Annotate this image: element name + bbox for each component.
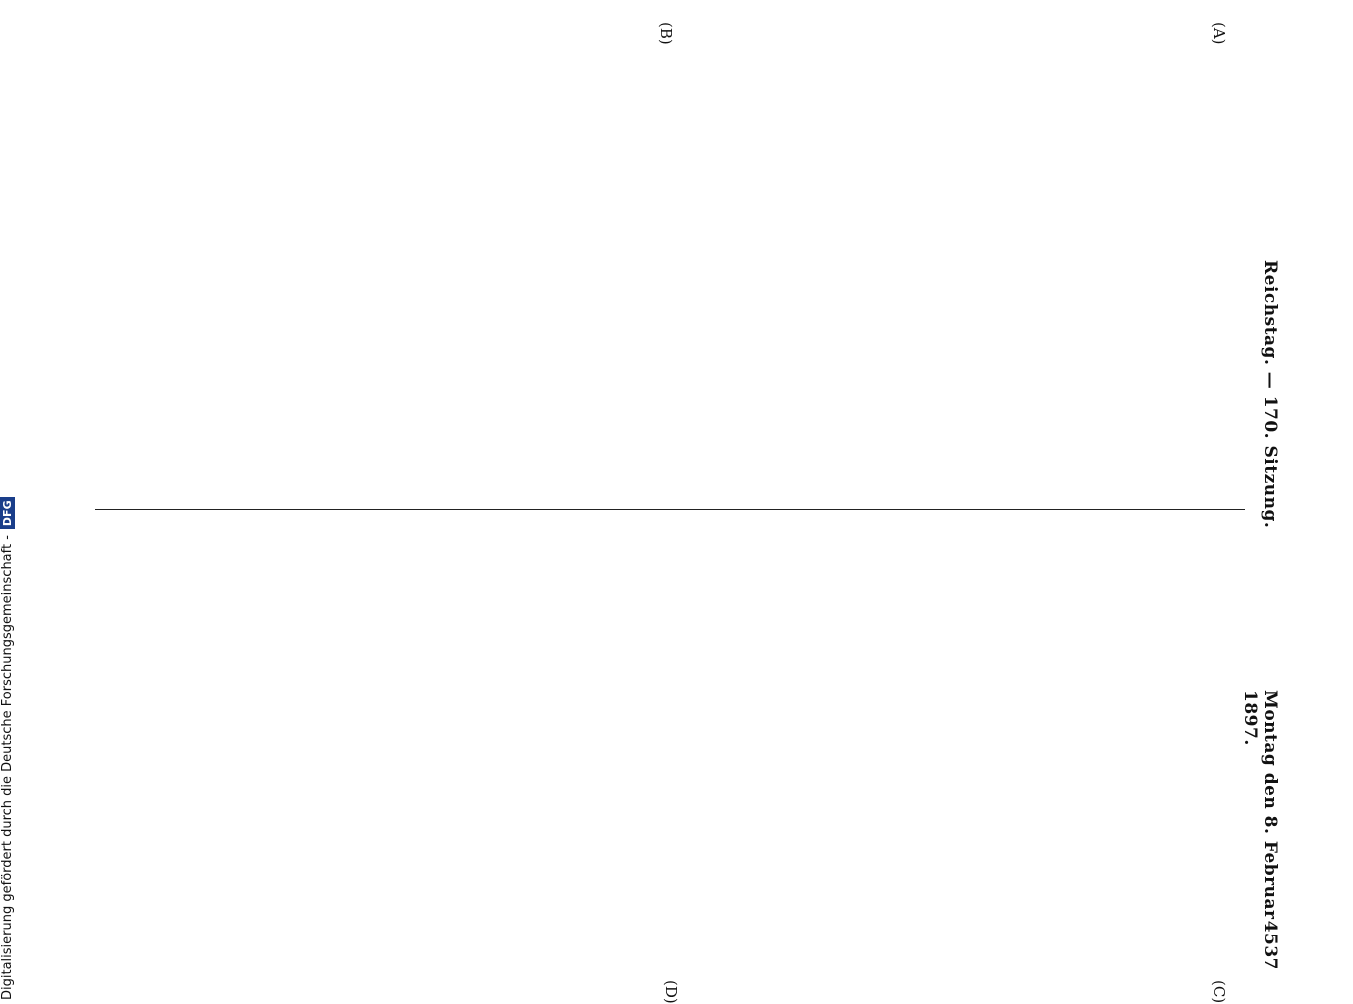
header-left: Reichstag. — 170. Sitzung.: [1260, 260, 1280, 529]
column-divider: [95, 509, 1245, 510]
page-number: 4537: [1260, 920, 1280, 970]
digitization-footer: [0, 20, 22, 1000]
margin-mark-d: (D): [662, 980, 680, 1004]
margin-mark-c: (C): [1210, 980, 1228, 1004]
header-right: Montag den 8. Februar 1897.: [1240, 690, 1280, 920]
dfg-logo: DFG: [0, 497, 15, 529]
margin-mark-a: (A): [1210, 22, 1228, 45]
page-header: [1240, 50, 1280, 970]
margin-mark-b: (B): [657, 22, 675, 45]
document-page: [80, 22, 1290, 1004]
text-column-right: [100, 532, 1230, 970]
text-column-left: [100, 50, 1230, 488]
digitization-note: Digitalisierung gefördert durch die Deutsche Forschungsgemeinschaft -: [0, 535, 15, 1000]
